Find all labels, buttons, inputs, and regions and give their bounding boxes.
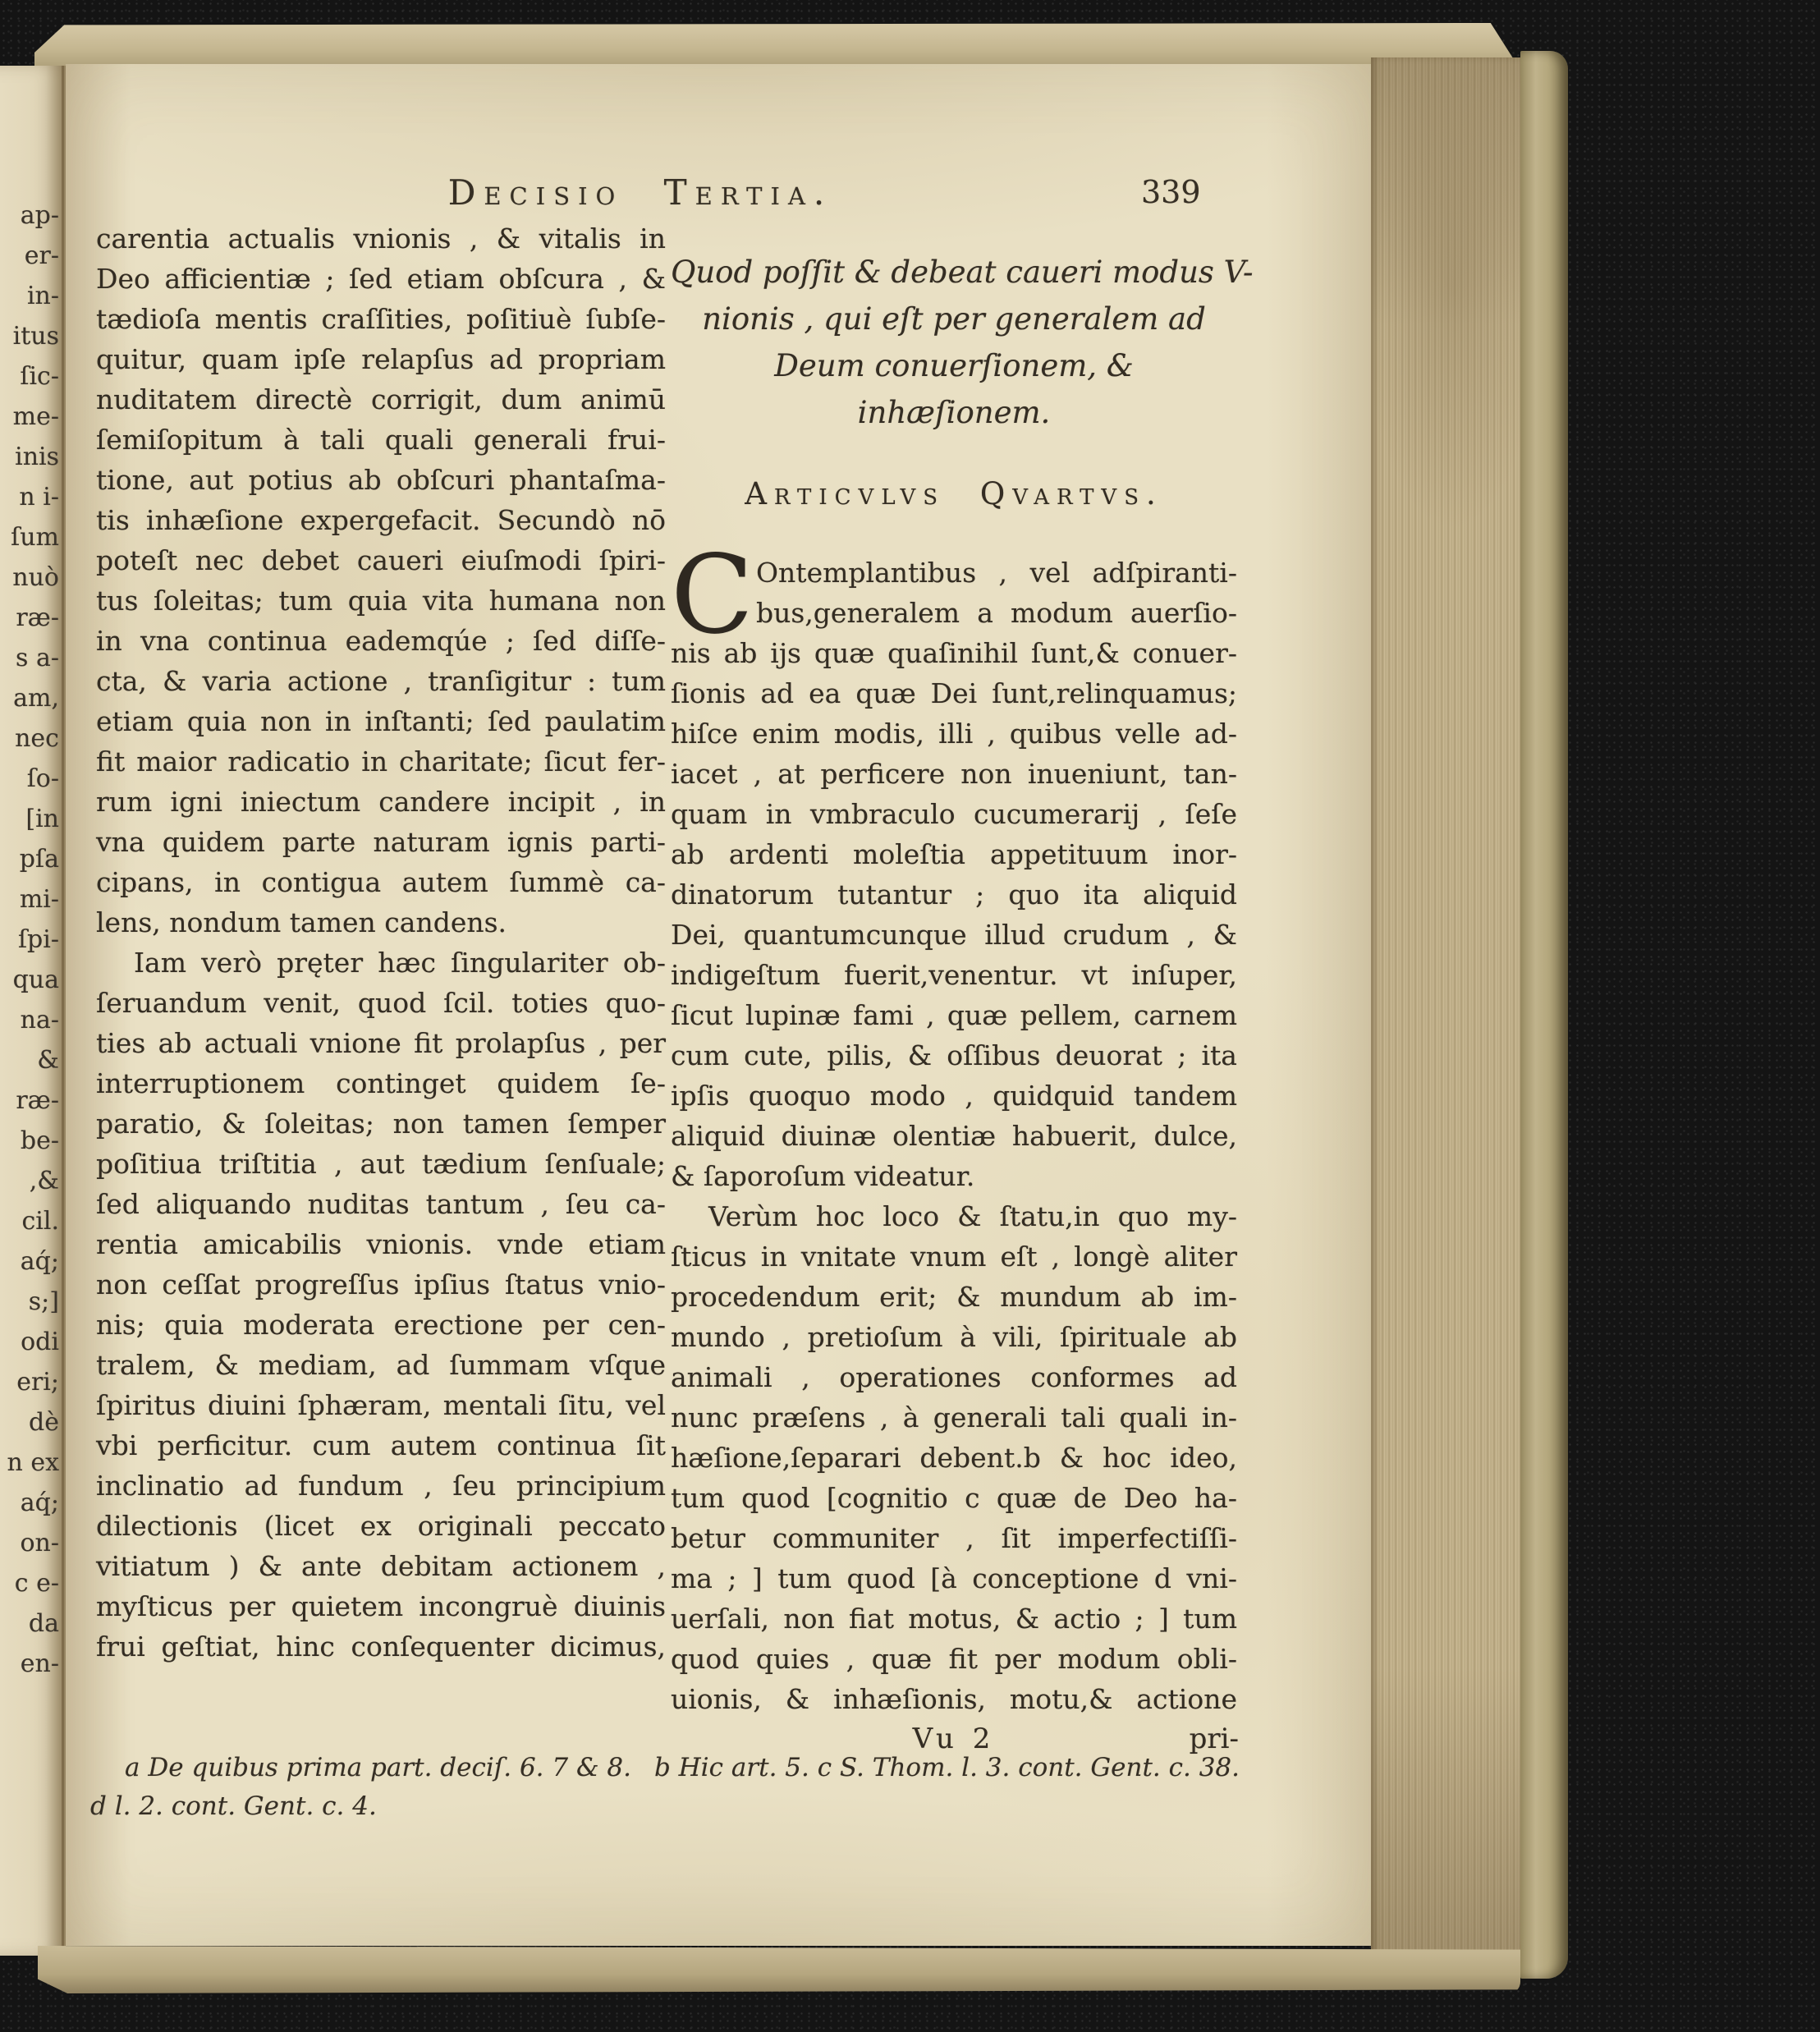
left-column-paragraph-2: Iam verò pręter hæc ſingulariter ob- ſeruandum venit, quod ſcil. toties quo- ties ab actuali vnione fit prolapſus , per interruptionem continget quidem ſe- paratio, & ſoleitas; non tamen ſemper poſitiua triſtitia , aut tædium ſenſuale; ſed aliquando nuditas tantum , ſeu ca- rentia amicabilis vnionis. vnde etiam non ceſſat progreſſus ipſius ſtatus vnio- nis; quia moderata erectione per cen- tralem, & mediam, ad ſummam vſque ſpiritus diuini ſphæram, mentali ſitu, vel vbi perficitur. cum autem continua ſit inclinatio ad fundum , ſeu principium dilectionis (licet ex originali peccato vitiatum ) & ante debitam actionem , myſticus per quietem incongruè diuinis frui geſtiat, hinc conſequenter dicimus, — [96, 947, 666, 1663]
argument-heading: Quod poſſit & debeat caueri modus V- nionis , qui eſt per generalem ad Deum conuerſionem, & inhæſionem. — [671, 255, 1254, 430]
previous-page-edge — [0, 66, 66, 1956]
vellum-binding-edge — [1520, 51, 1568, 1979]
page-number: 339 — [1141, 174, 1201, 210]
footnote-b-c: b Hic art. 5. c S. Thom. l. 3. cont. Gent. c. 38. — [653, 1753, 1240, 1782]
left-column — [96, 218, 666, 1667]
running-header: Decisio Tertia. — [447, 172, 833, 213]
book-page — [66, 64, 1371, 1946]
page-block-fore-edge — [1371, 57, 1520, 1974]
footnotes — [90, 1749, 1240, 1826]
footnote-line-2: d l. 2. cont. Gent. c. 4. — [90, 1791, 377, 1821]
catchword: pri- — [1189, 1722, 1239, 1755]
footnote-a: a De quibus prima part. deciſ. 6. 7 & 8. — [125, 1753, 631, 1782]
signature-mark: Vu 2 — [912, 1722, 996, 1755]
open-book — [0, 23, 1568, 2003]
book-bottom-edge — [38, 1946, 1520, 1993]
right-column-paragraph-1-lines: Ontemplantibus , vel adſpiranti- bus,generalem a modum auerſio- nis ab ijs quæ quaſinihil ſunt,& conuer- ſionis ad ea quæ Dei ſunt,relinquamus; hiſce enim modis, illi , quibus velle ad- iacet , at perficere non inueniunt, tan- quam in vmbraculo cucumerarij , ſeſe ab ardenti moleſtia appetituum inor- dinatorum tutantur ; quo ita aliquid Dei, quantumcunque illud crudum , & indigeſtum fuerit,venentur. vt inſuper, ſicut lupinæ fami , quæ pellem, carnem cum cute, pilis, & oſſibus deuorat ; ita ipſis quoquo modo , quidquid tandem aliquid diuinæ olentiæ habuerit, dulce, & ſaporoſum videatur. — [671, 557, 1237, 1192]
left-margin-text-fragments: ap- er- in- itus ſic- me- inis n i- ſum nuò ræ- s a- am, nec ſo- [in pſa mi- ſpi- qua na- & ræ- be- ,& cil. aq́; s;] odi eri; dè n ex aq́; on- c e- da en- — [7, 201, 59, 1678]
article-heading: Articvlvs Qvartvs. — [745, 476, 1163, 511]
right-column-paragraph-1 — [671, 532, 1237, 1196]
footnote-line-1 — [90, 1749, 1240, 1787]
drop-cap-initial: C — [671, 532, 754, 658]
right-column-paragraph-2: Verùm hoc loco & ſtatu,in quo my- ſticus in vnitate vnum eſt , longè aliter procedendum erit; & mundum ab im- mundo , pretioſum à vili, ſpirituale ab animali , operationes conformes ad nunc præſens , à generali tali quali in- hæſione,ſeparari debent.b & hoc ideo, tum quod [cognitio c quæ de Deo ha- betur communiter , ſit imperfectiſſi- ma ; ] tum quod [à conceptione d vni- uerſali, non fiat motus, & actio ; ] tum quod quies , quæ fit per modum obli- uionis, & inhæſionis, motu,& actione — [671, 1200, 1237, 1715]
left-column-paragraph-1: carentia actualis vnionis , & vitalis in Deo afficientiæ ; ſed etiam obſcura , & tædioſa mentis craſſities, poſitiuè ſubſe- quitur, quam ipſe relapſus ad propriam nuditatem directè corrigit, dum animū ſemiſopitum à tali quali generali frui- tione, aut potius ab obſcuri phantaſma- tis inhæſione expergefacit. Secundò nō poteſt nec debet caueri eiuſmodi ſpiri- tus ſoleitas; tum quia vita humana non in vna continua eademqúe ; ſed diſſe- cta, & varia actione , tranſigitur : tum etiam quia non in inſtanti; ſed paulatim fit maior radicatio in charitate; ſicut fer- rum igni iniectum candere incipit , in vna quidem parte naturam ignis parti- cipans, in contigua autem ſummè ca- lens, nondum tamen candens. — [96, 222, 666, 938]
right-column — [671, 249, 1254, 1759]
